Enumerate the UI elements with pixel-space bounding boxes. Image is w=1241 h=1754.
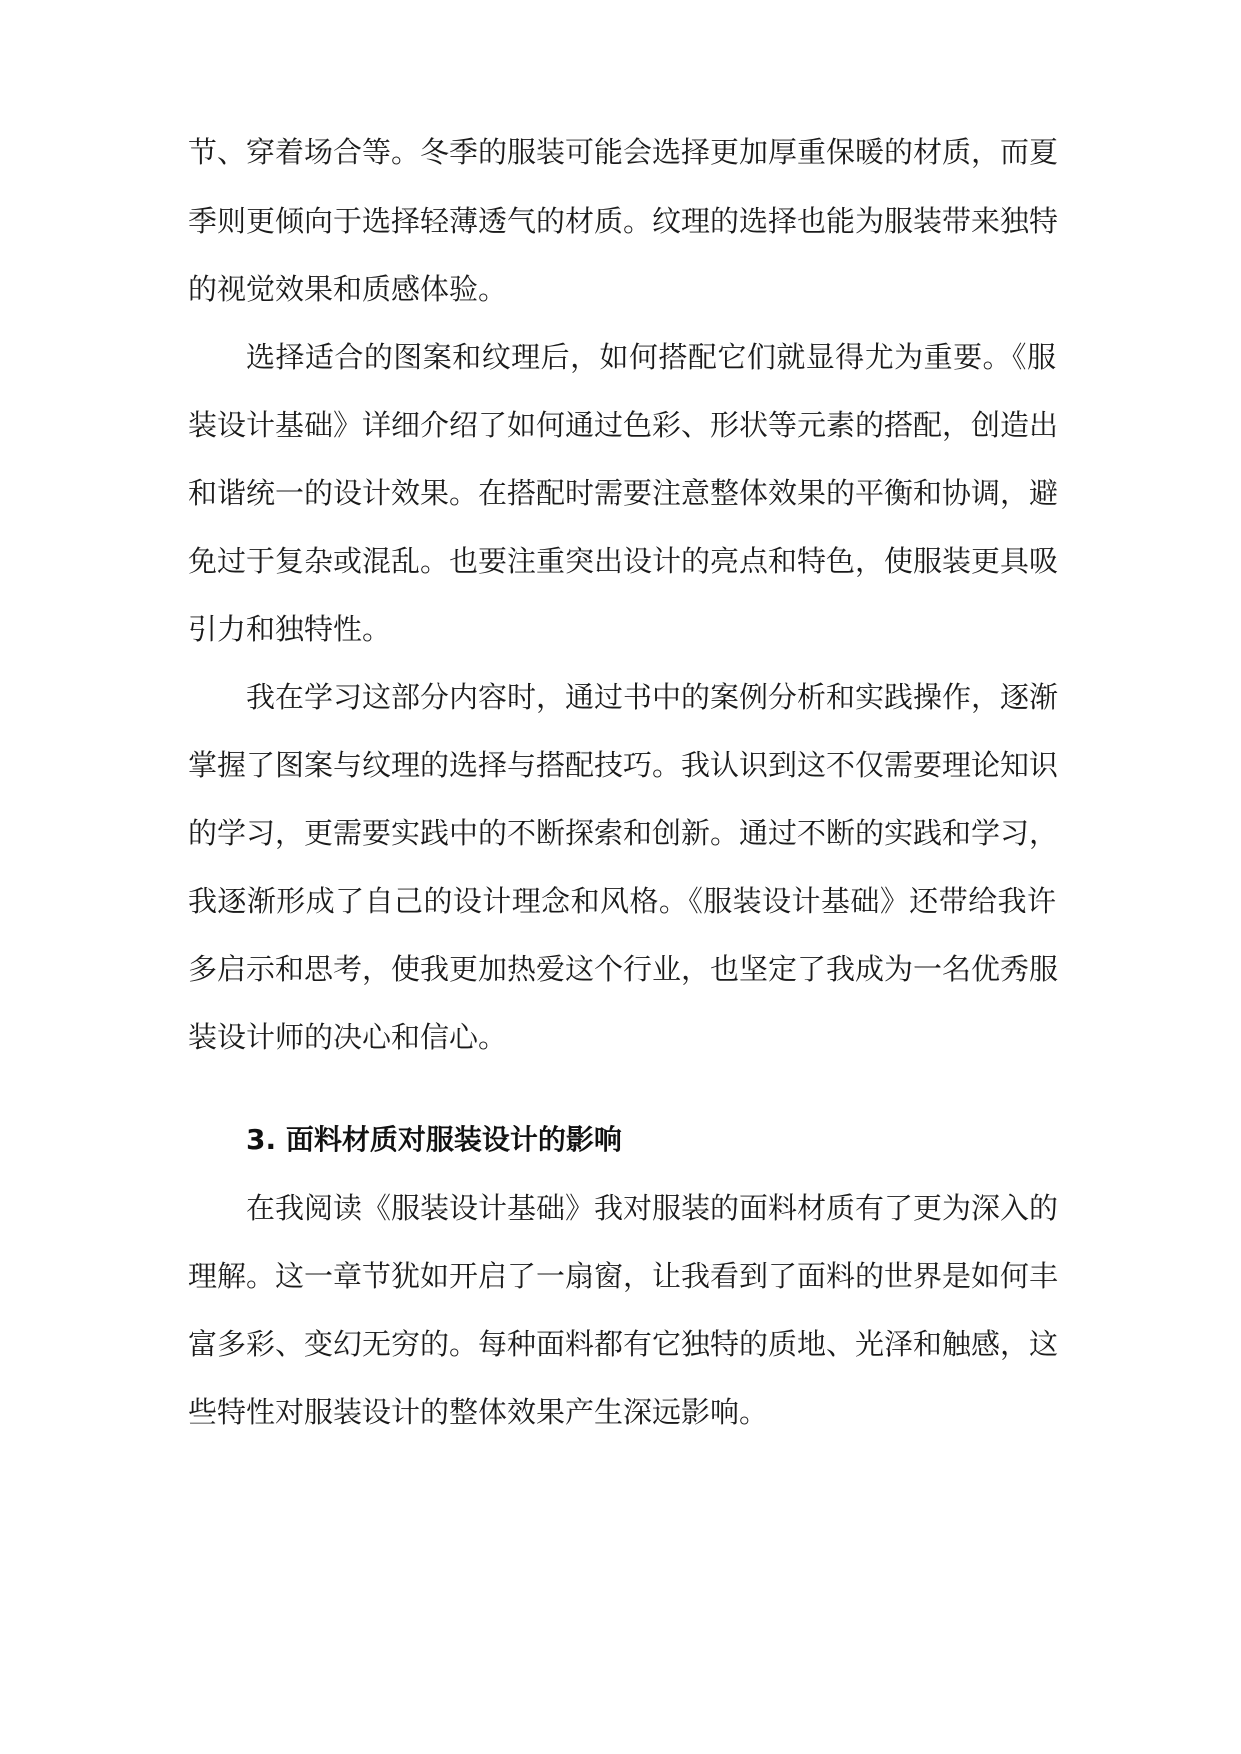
paragraph-line: 理解。这一章节犹如开启了一扇窗，让我看到了面料的世界是如何丰 bbox=[188, 1259, 1059, 1293]
paragraph-line: 季则更倾向于选择轻薄透气的材质。纹理的选择也能为服装带来独特 bbox=[188, 204, 1059, 238]
paragraph-line: 的学习，更需要实践中的不断探索和创新。通过不断的实践和学习， bbox=[188, 816, 1059, 850]
section-heading: 3. 面料材质对服装设计的影响 bbox=[246, 1123, 622, 1156]
paragraph-line: 装设计基础》详细介绍了如何通过色彩、形状等元素的搭配，创造出 bbox=[188, 408, 1059, 442]
paragraph-line: 些特性对服装设计的整体效果产生深远影响。 bbox=[188, 1395, 769, 1429]
paragraph-line: 选择适合的图案和纹理后，如何搭配它们就显得尤为重要。《服 bbox=[246, 340, 1056, 374]
paragraph-line: 引力和独特性。 bbox=[188, 612, 392, 646]
paragraph-line: 我逐渐形成了自己的设计理念和风格。《服装设计基础》还带给我许 bbox=[188, 884, 1056, 918]
paragraph-line: 和谐统一的设计效果。在搭配时需要注意整体效果的平衡和协调，避 bbox=[188, 476, 1059, 510]
paragraph-line: 免过于复杂或混乱。也要注重突出设计的亮点和特色，使服装更具吸 bbox=[188, 544, 1059, 578]
paragraph-line: 在我阅读《服装设计基础》我对服装的面料材质有了更为深入的 bbox=[246, 1191, 1059, 1225]
paragraph-line: 多启示和思考，使我更加热爱这个行业，也坚定了我成为一名优秀服 bbox=[188, 952, 1059, 986]
paragraph-line: 装设计师的决心和信心。 bbox=[188, 1020, 508, 1054]
paragraph-line: 的视觉效果和质感体验。 bbox=[188, 272, 508, 306]
paragraph-line: 我在学习这部分内容时，通过书中的案例分析和实践操作，逐渐 bbox=[246, 680, 1059, 714]
paragraph-line: 节、穿着场合等。冬季的服装可能会选择更加厚重保暖的材质，而夏 bbox=[188, 135, 1059, 169]
paragraph-line: 富多彩、变幻无穷的。每种面料都有它独特的质地、光泽和触感，这 bbox=[188, 1327, 1059, 1361]
paragraph-line: 掌握了图案与纹理的选择与搭配技巧。我认识到这不仅需要理论知识 bbox=[188, 748, 1059, 782]
